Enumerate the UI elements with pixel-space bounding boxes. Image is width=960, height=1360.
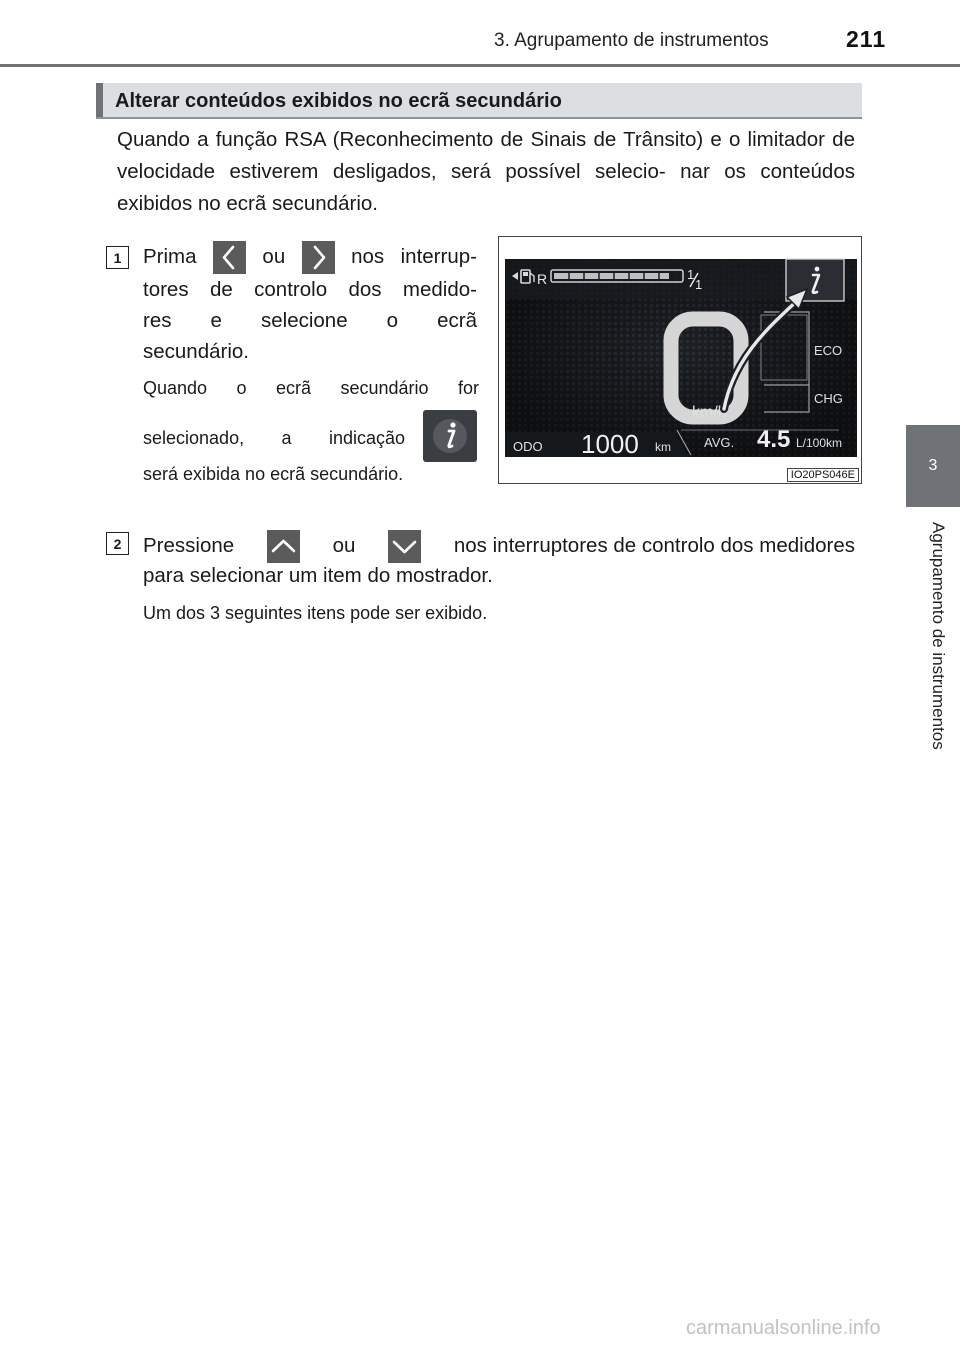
instrument-display-drawing bbox=[499, 237, 863, 485]
avg-unit: L/100km bbox=[796, 436, 843, 450]
page-number: 211 bbox=[846, 26, 887, 52]
fuel-fraction-numerator: 1 bbox=[687, 267, 695, 282]
avg-label: AVG. bbox=[704, 435, 735, 450]
step-1-line-4: secundário. bbox=[143, 340, 249, 363]
step-2-number: 2 bbox=[106, 532, 129, 555]
odo-unit: km bbox=[655, 440, 671, 454]
fuel-fraction-denominator: 1 bbox=[695, 277, 703, 292]
step-1-line-3: res e selecione o ecrã bbox=[143, 309, 477, 332]
chg-label: CHG bbox=[814, 391, 843, 406]
instrument-display-figure bbox=[498, 236, 862, 484]
chevron-left-icon bbox=[213, 241, 246, 274]
section-heading-text: Alterar conteúdos exibidos no ecrã secundário bbox=[115, 90, 562, 112]
step-2-note: Um dos 3 seguintes itens pode ser exibido. bbox=[143, 603, 488, 623]
gear-indicator: R bbox=[537, 271, 548, 287]
step-1-line-2: tores de controlo dos medido- bbox=[143, 278, 477, 301]
step-1-note-3: será exibida no ecrã secundário. bbox=[143, 464, 404, 484]
odo-label: ODO bbox=[513, 439, 543, 454]
watermark: carmanualsonline.info bbox=[686, 1317, 881, 1339]
section-heading-accent bbox=[96, 83, 103, 117]
chevron-up-icon bbox=[267, 530, 300, 563]
intro-paragraph: Quando a função RSA (Reconhecimento de Sinais de Trânsito) e o limitador de velocidade estiverem desligados, será possível selecio- nar os conteúdos exibidos no ecrã secundário. bbox=[117, 128, 855, 215]
chevron-down-icon bbox=[388, 530, 421, 563]
step-1-word-prima: Prima bbox=[143, 245, 197, 268]
step-1-note-1: Quando o ecrã secundário for bbox=[143, 378, 479, 398]
chapter-tab-label: Agrupamento de instrumentos bbox=[929, 522, 948, 750]
step-1-number: 1 bbox=[106, 246, 129, 269]
header-divider bbox=[0, 64, 960, 67]
section-heading bbox=[96, 83, 862, 119]
chapter-tab-number: 3 bbox=[928, 457, 938, 474]
step-2-rest: nos interruptores de controlo dos medidores bbox=[453, 534, 855, 557]
chevron-right-icon bbox=[302, 241, 335, 274]
step-1-note-2: selecionado, a indicação bbox=[143, 428, 405, 448]
header-section-title: 3. Agrupamento de instrumentos bbox=[494, 30, 769, 51]
step-2-line-2: para selecionar um item do mostrador. bbox=[143, 564, 493, 587]
avg-value: 4.5 bbox=[757, 426, 791, 453]
info-i-icon bbox=[423, 410, 477, 462]
step-1-word-ou: ou bbox=[262, 245, 286, 268]
speed-unit: km/h bbox=[692, 404, 727, 421]
step-1-word-interrup: interrup- bbox=[400, 245, 477, 268]
fuel-gauge-fill bbox=[554, 273, 669, 279]
step-2-line-1 bbox=[143, 528, 855, 564]
step-1-word-nos: nos bbox=[351, 245, 385, 268]
eco-label: ECO bbox=[814, 343, 843, 358]
speed-value: 0 bbox=[499, 237, 500, 238]
chapter-tab bbox=[906, 425, 960, 507]
step-2-word-ou: ou bbox=[332, 534, 356, 557]
odo-value: 1000 bbox=[581, 429, 639, 459]
figure-code: IO20PS046E bbox=[787, 468, 859, 482]
step-2-word-pressione: Pressione bbox=[143, 534, 235, 557]
step-1-line-1 bbox=[143, 239, 477, 275]
